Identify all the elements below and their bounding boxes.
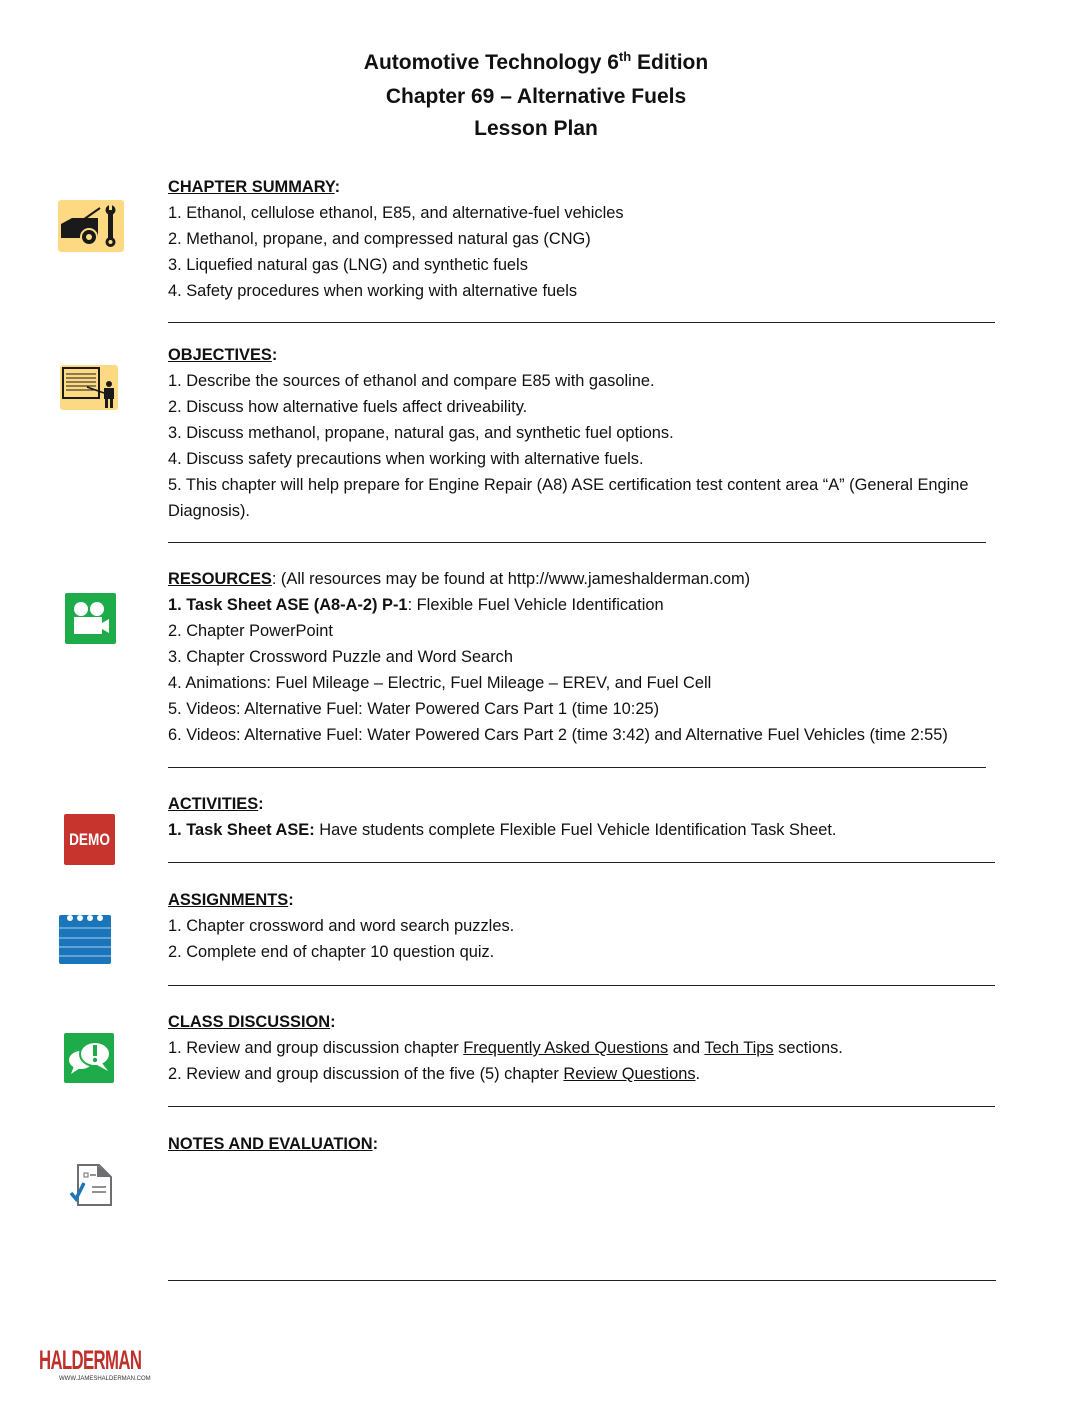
list-item-text: 3. Discuss methanol, propane, natural gas, and synthetic fuel options. — [168, 424, 674, 442]
section-heading — [168, 566, 948, 592]
divider — [168, 767, 986, 768]
list-item — [168, 472, 988, 524]
reference-link[interactable]: Frequently Asked Questions — [463, 1039, 669, 1057]
heading-label: CHAPTER SUMMARY — [168, 178, 335, 196]
list-item — [168, 670, 948, 696]
heading-suffix: : — [330, 1013, 336, 1031]
heading-label: CLASS DISCUSSION — [168, 1013, 331, 1031]
list-item-text: 4. Safety procedures when working with alternative fuels — [168, 282, 578, 300]
list-item — [168, 939, 514, 965]
title-text-suffix: Edition — [631, 51, 709, 74]
list-item — [168, 394, 988, 420]
divider — [168, 1106, 995, 1107]
logo-url: WWW.JAMESHALDERMAN.COM — [59, 1376, 151, 1382]
section-heading — [168, 342, 988, 368]
list-item-text: and — [668, 1039, 705, 1057]
document-title — [0, 50, 1072, 76]
heading-label: NOTES AND EVALUATION — [168, 1135, 373, 1153]
discussion-icon — [64, 1033, 114, 1083]
list-item-text: 2. Methanol, propane, and compressed natural gas (CNG) — [168, 230, 591, 248]
divider — [168, 542, 986, 543]
heading-suffix: : (All resources may be found at http://www.jameshalderman.com) — [271, 570, 751, 588]
heading-suffix: : — [271, 346, 278, 364]
list-item — [168, 722, 948, 748]
reference-link[interactable]: Tech Tips — [704, 1039, 774, 1057]
list-item-text: 3. Liquefied natural gas (LNG) and synthetic fuels — [168, 256, 528, 274]
logo-text: HALDERMAN — [39, 1345, 142, 1375]
list-item — [168, 1035, 843, 1061]
divider — [168, 1280, 996, 1281]
halderman-logo — [39, 1346, 149, 1383]
list-item-text: : Flexible Fuel Vehicle Identification — [407, 596, 664, 614]
video-camera-icon — [65, 593, 116, 644]
heading-suffix: : — [334, 178, 341, 196]
list-item-text: 5. Videos: Alternative Fuel: Water Powered Cars Part 1 (time 10:25) — [168, 700, 660, 718]
notepad-icon — [59, 913, 111, 964]
checklist-icon — [69, 1163, 113, 1207]
list-item — [168, 817, 836, 843]
list-item — [168, 913, 514, 939]
list-item-text: Have students complete Flexible Fuel Vehicle Identification Task Sheet. — [314, 821, 837, 839]
divider — [168, 322, 995, 323]
divider — [168, 862, 995, 863]
presentation-icon — [60, 365, 118, 410]
list-item-text: 1. Review and group discussion chapter — [168, 1039, 464, 1057]
list-item — [168, 252, 624, 278]
list-item-text: 1. Task Sheet ASE (A8-A-2) P-1 — [168, 596, 408, 614]
heading-suffix: : — [258, 795, 264, 813]
list-item-text: 1. Chapter crossword and word search puzzles. — [168, 917, 515, 935]
section-activities — [168, 791, 836, 843]
demo-icon — [64, 814, 115, 865]
car-repair-icon — [58, 200, 124, 252]
list-item-text: 5. This chapter will help prepare for Engine Repair (A8) ASE certification test content area “A” (General Engine Diagnosis). — [168, 476, 969, 520]
list-item — [168, 592, 948, 618]
list-item-text: 2. Discuss how alternative fuels affect driveability. — [168, 398, 528, 416]
section-assignments — [168, 887, 514, 965]
list-item — [168, 278, 624, 304]
list-item — [168, 200, 624, 226]
section-resources — [168, 566, 948, 748]
section-notes-and-evaluation — [168, 1131, 378, 1157]
list-item-text: 1. Describe the sources of ethanol and compare E85 with gasoline. — [168, 372, 655, 390]
section-heading — [168, 174, 624, 200]
list-item — [168, 446, 988, 472]
list-item-text: 1. Task Sheet ASE: — [168, 821, 315, 839]
section-class-discussion — [168, 1009, 843, 1087]
list-item-text: . — [695, 1065, 701, 1083]
section-heading — [168, 1131, 378, 1157]
list-item — [168, 368, 988, 394]
list-item — [168, 1061, 843, 1087]
list-item — [168, 420, 988, 446]
list-item — [168, 226, 624, 252]
lesson-plan-title: Lesson Plan — [474, 117, 598, 140]
list-item-text: sections. — [773, 1039, 843, 1057]
section-objectives — [168, 342, 988, 524]
chapter-title: Chapter 69 – Alternative Fuels — [385, 85, 687, 108]
list-item — [168, 644, 948, 670]
list-item-text: 2. Chapter PowerPoint — [168, 622, 333, 640]
heading-suffix: : — [372, 1135, 379, 1153]
heading-label: ASSIGNMENTS — [168, 891, 289, 909]
list-item-text: 1. Ethanol, cellulose ethanol, E85, and alternative-fuel vehicles — [168, 204, 624, 222]
heading-label: RESOURCES — [168, 570, 272, 588]
list-item — [168, 618, 948, 644]
divider — [168, 985, 995, 986]
title-superscript: th — [618, 49, 632, 64]
list-item-text: 2. Review and group discussion of the five (5) chapter — [168, 1065, 564, 1083]
heading-label: ACTIVITIES — [168, 795, 259, 813]
list-item-text: 2. Complete end of chapter 10 question quiz. — [168, 943, 495, 961]
list-item — [168, 696, 948, 722]
heading-suffix: : — [288, 891, 294, 909]
section-heading — [168, 791, 836, 817]
title-text: Automotive Technology 6 — [363, 51, 619, 74]
section-heading — [168, 887, 514, 913]
section-chapter-summary — [168, 174, 624, 304]
reference-link[interactable]: Review Questions — [563, 1065, 696, 1083]
list-item-text: 3. Chapter Crossword Puzzle and Word Search — [168, 648, 513, 666]
list-item-text: 4. Animations: Fuel Mileage – Electric, Fuel Mileage – EREV, and Fuel Cell — [168, 674, 712, 692]
demo-icon-label: DEMO — [69, 830, 110, 849]
list-item-text: 4. Discuss safety precautions when working with alternative fuels. — [168, 450, 644, 468]
heading-label: OBJECTIVES — [168, 346, 272, 364]
section-heading — [168, 1009, 843, 1035]
list-item-text: 6. Videos: Alternative Fuel: Water Powered Cars Part 2 (time 3:42) and Alternative Fuel Vehicles (time 2:55) — [168, 726, 948, 744]
